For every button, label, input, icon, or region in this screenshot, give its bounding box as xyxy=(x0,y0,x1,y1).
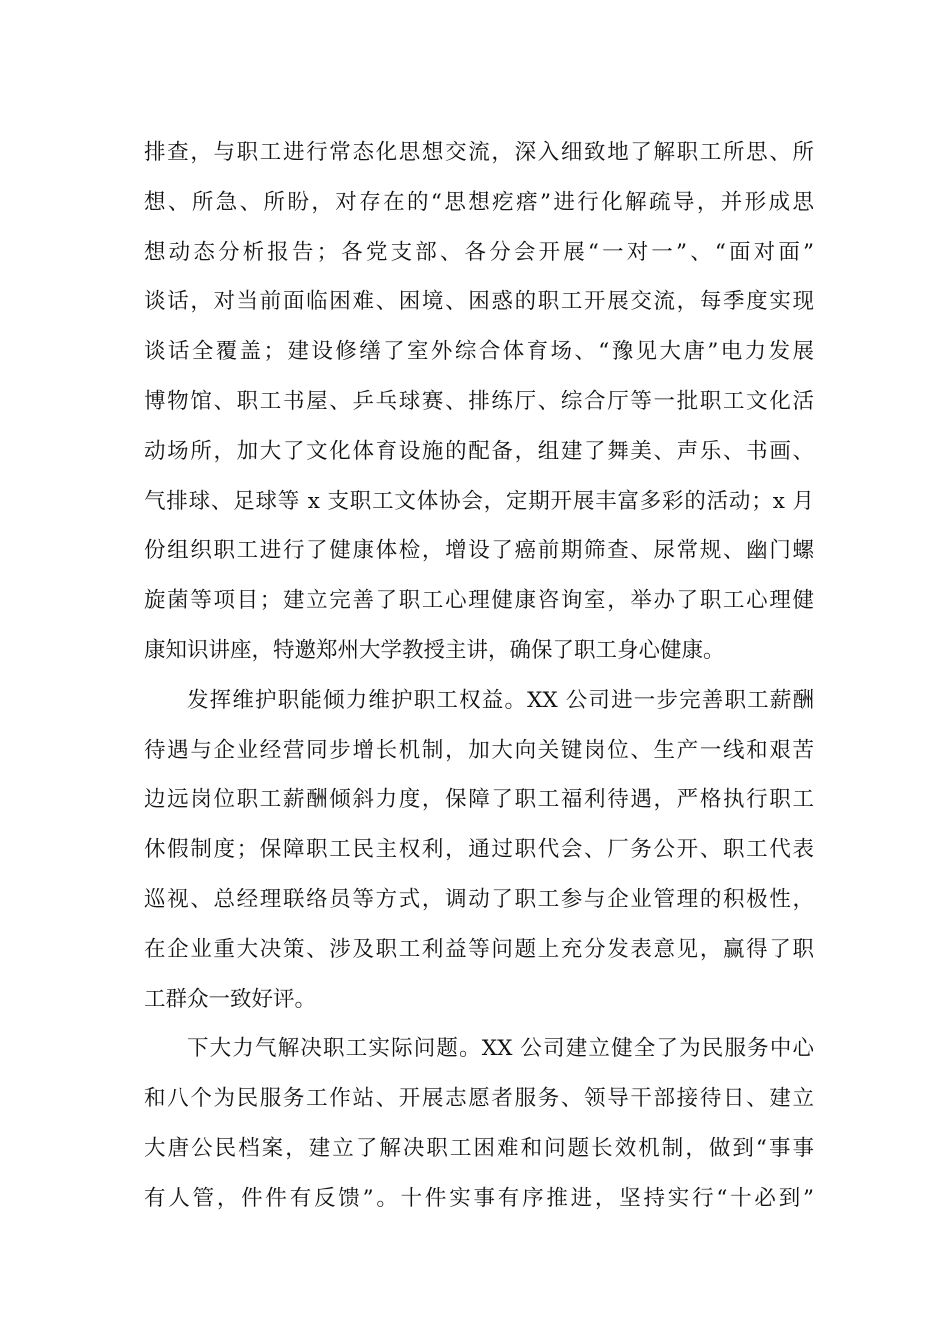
text-line: 份组织职工进行了健康体检，增设了癌前期筛查、尿常规、幽门螺 xyxy=(144,538,814,564)
text-line: 谈话，对当前面临困难、困境、困惑的职工开展交流，每季度实现 xyxy=(144,289,814,315)
text-line: 大唐公民档案，建立了解决职工困难和问题长效机制，做到“事事 xyxy=(144,1135,814,1161)
text-line: 在企业重大决策、涉及职工利益等问题上充分发表意见，赢得了职 xyxy=(144,936,814,962)
text-line: 康知识讲座，特邀郑州大学教授主讲，确保了职工身心健康。 xyxy=(144,637,725,663)
text-line: 边远岗位职工薪酬倾斜力度，保障了职工福利待遇，严格执行职工 xyxy=(144,787,814,813)
paragraph-1 xyxy=(144,128,814,676)
paragraph-3 xyxy=(144,1024,814,1223)
text-line: 动场所，加大了文化体育设施的配备，组建了舞美、声乐、书画、 xyxy=(144,438,814,464)
text-line: 下大力气解决职工实际问题。XX 公司建立健全了为民服务中心 xyxy=(187,1036,814,1062)
text-line: 巡视、总经理联络员等方式，调动了职工参与企业管理的积极性， xyxy=(144,886,814,912)
text-line: 旋菌等项目；建立完善了职工心理健康咨询室，举办了职工心理健 xyxy=(144,588,814,614)
text-line: 和八个为民服务工作站、开展志愿者服务、领导干部接待日、建立 xyxy=(144,1086,814,1112)
text-line: 工群众一致好评。 xyxy=(144,986,317,1012)
text-line: 发挥维护职能倾力维护职工权益。XX 公司进一步完善职工薪酬 xyxy=(187,687,814,713)
paragraph-2 xyxy=(144,676,814,1025)
text-line: 气排球、足球等 x 支职工文体协会，定期开展丰富多彩的活动；x 月 xyxy=(144,488,814,514)
text-line: 想、所急、所盼，对存在的“思想疙瘩”进行化解疏导，并形成思 xyxy=(144,189,814,215)
body-text xyxy=(144,128,814,1224)
text-line: 谈话全覆盖；建设修缮了室外综合体育场、“豫见大唐”电力发展 xyxy=(144,339,814,365)
text-line: 排查，与职工进行常态化思想交流，深入细致地了解职工所思、所 xyxy=(144,140,814,165)
text-line: 休假制度；保障职工民主权利，通过职代会、厂务公开、职工代表 xyxy=(144,837,814,863)
text-line: 想动态分析报告；各党支部、各分会开展“一对一”、“面对面” xyxy=(144,239,814,265)
text-line: 博物馆、职工书屋、乒乓球赛、排练厅、综合厅等一批职工文化活 xyxy=(144,388,814,414)
text-line: 待遇与企业经营同步增长机制，加大向关键岗位、生产一线和艰苦 xyxy=(144,737,814,763)
text-line: 有人管，件件有反馈”。十件实事有序推进，坚持实行“十必到” xyxy=(144,1185,814,1211)
